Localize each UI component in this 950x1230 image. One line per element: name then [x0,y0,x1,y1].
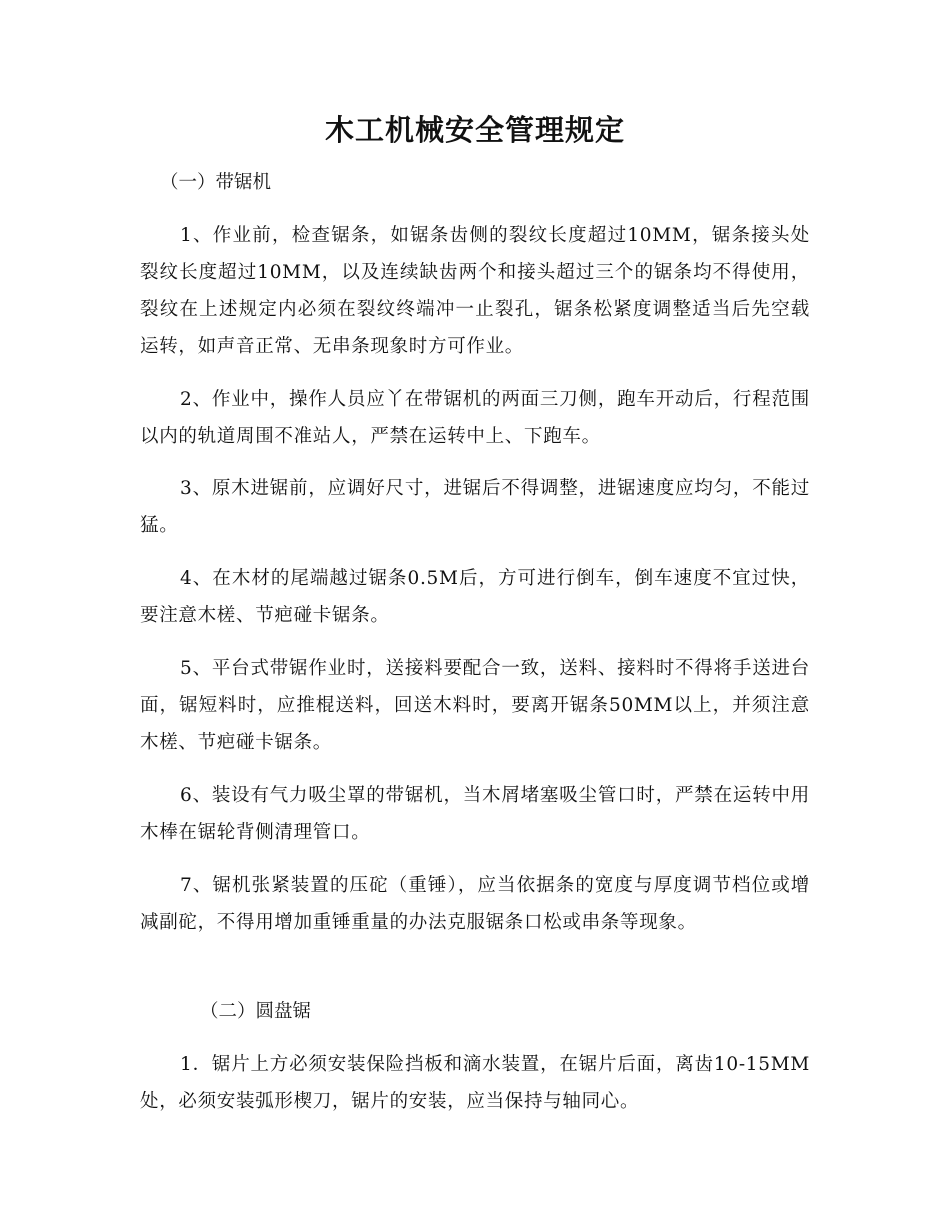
section-heading-band-saw: （一）带锯机 [160,172,272,193]
paragraph-band-saw-6: 6、装设有气力吸尘罩的带锯机，当木屑堵塞吸尘管口时，严禁在运转中用木棒在锯轮背侧清理管口。 [140,785,810,843]
paragraph-band-saw-1: 1、作业前，检查锯条，如锯条齿侧的裂纹长度超过10MM，锯条接头处裂纹长度超过10MM，以及连续缺齿两个和接头超过三个的锯条均不得使用，裂纹在上述规定内必须在裂纹终端冲一止裂孔，锯条松紧度调整适当后先空载运转，如声音正常、无串条现象时方可作业。 [140,225,810,357]
section-heading-circular-saw: （二）圆盘锯 [200,1001,312,1022]
paragraph-band-saw-3: 3、原木进锯前，应调好尺寸，进锯后不得调整，进锯速度应均匀，不能过猛。 [140,478,810,536]
paragraph-band-saw-4: 4、在木材的尾端越过锯条0.5M后，方可进行倒车，倒车速度不宜过快，要注意木槎、节疤碰卡锯条。 [140,568,810,626]
paragraph-band-saw-7: 7、锯机张紧装置的压砣（重锤），应当依据条的宽度与厚度调节档位或增减副砣，不得用增加重锤重量的办法克服锯条口松或串条等现象。 [140,875,810,933]
paragraph-circular-saw-1: 1．锯片上方必须安装保险挡板和滴水装置，在锯片后面，离齿10-15MM处，必须安装弧形楔刀，锯片的安装，应当保持与轴同心。 [140,1054,810,1112]
paragraph-band-saw-2: 2、作业中，操作人员应丫在带锯机的两面三刀侧，跑车开动后，行程范围以内的轨道周围不准站人，严禁在运转中上、下跑车。 [140,389,810,447]
paragraph-band-saw-5: 5、平台式带锯作业时，送接料要配合一致，送料、接料时不得将手送进台面，锯短料时，应推棍送料，回送木料时，要离开锯条50MM以上，并须注意木槎、节疤碰卡锯条。 [140,658,810,753]
document-title: 木工机械安全管理规定 [324,113,625,147]
